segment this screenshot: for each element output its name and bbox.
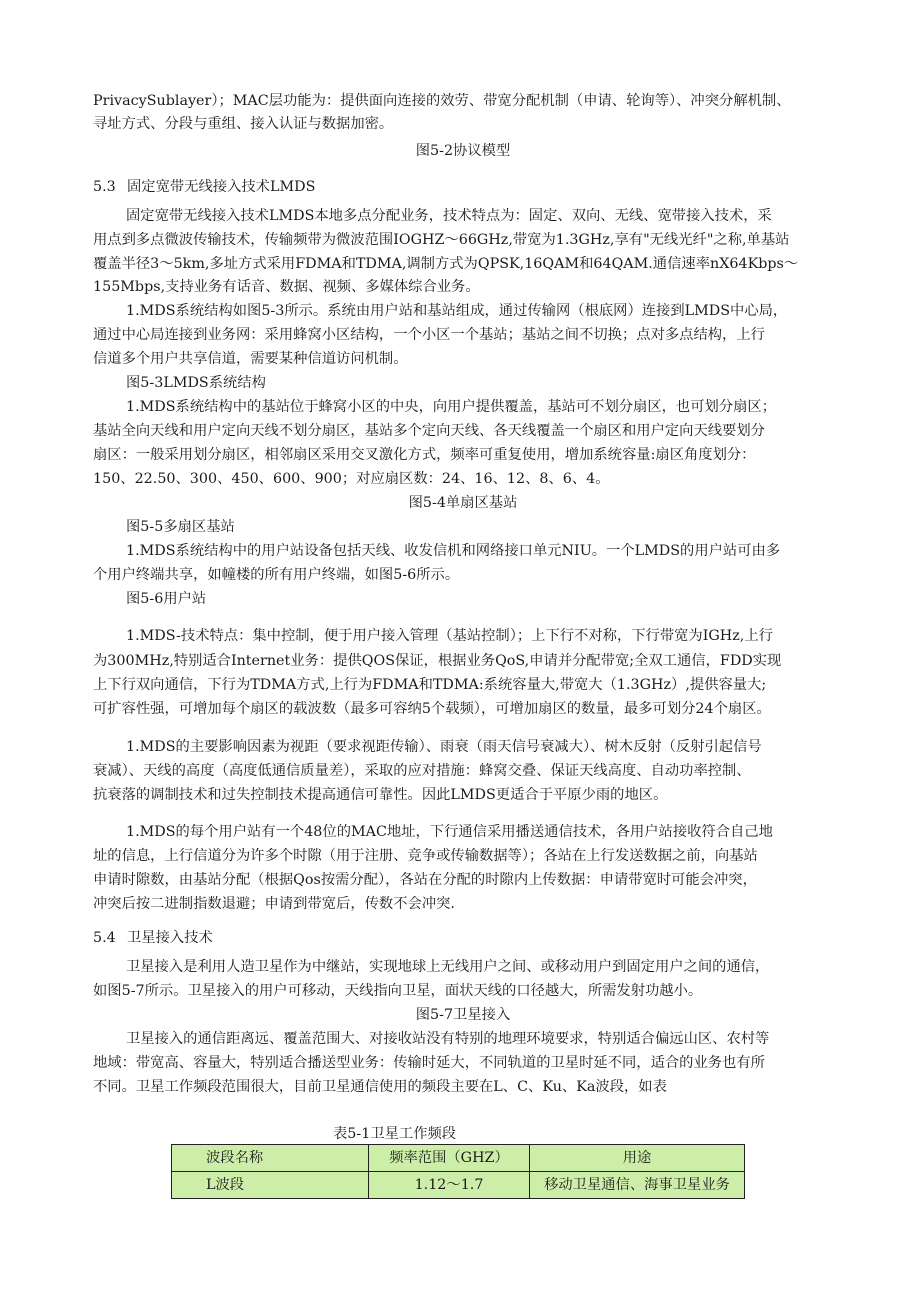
figure-caption-5-3: 图5-3LMDS系统结构	[126, 375, 266, 391]
paragraph-line: 衰减）、天线的高度（高度低通信质量差），采取的应对措施：蜂窝交叠、保证天线高度、自动功率控制、	[93, 763, 751, 779]
paragraph-line: 1.MDS的主要影响因素为视距（要求视距传输）、雨衰（雨天信号衰减大）、树木反射（反射引起信号	[126, 739, 762, 755]
paragraph-line: 固定宽带无线接入技术LMDS本地多点分配业务，技术特点为：固定、双向、无线、宽带接入技术，采	[126, 208, 772, 224]
section-heading-5-3	[93, 177, 315, 197]
paragraph-line: 覆盖半径3～5km,多址方式采用FDMA和TDMA,调制方式为QPSK,16QAM和64QAM.通信速率nX64Kbps～	[93, 256, 799, 272]
section-heading-5-4	[93, 928, 213, 948]
figure-caption-5-5: 图5-5多扇区基站	[126, 519, 235, 535]
table-header-cell: 用途	[530, 1145, 745, 1172]
paragraph-line: 抗衰落的调制技术和过失控制技术提高通信可靠性。因此LMDS更适合于平原少雨的地区。	[93, 787, 668, 803]
paragraph-line: 地域：带宽高、容量大，特别适合播送型业务：传输时延大，不同轨道的卫星时延不同，适合的业务也有所	[93, 1055, 765, 1071]
table-cell: 移动卫星通信、海事卫星业务	[530, 1172, 745, 1199]
paragraph-line: 申请时隙数，由基站分配（根据Qos按需分配），各站在分配的时隙内上传数据：申请带宽时可能会冲突，	[93, 872, 757, 888]
table-cell: L波段	[172, 1172, 369, 1199]
paragraph-line: 卫星接入是利用人造卫星作为中继站，实现地球上无线用户之间、或移动用户到固定用户之间的通信，	[126, 959, 770, 975]
table-header-row	[172, 1145, 745, 1172]
paragraph-line: 信道多个用户共享信道，需要某种信道访问机制。	[93, 351, 408, 367]
paragraph-line: 个用户终端共享，如幢楼的所有用户终端，如图5-6所示。	[93, 567, 460, 583]
paragraph-line: 基站全向天线和用户定向天线不划分扇区，基站多个定向天线、各天线覆盖一个扇区和用户定向天线要划分	[93, 423, 765, 439]
paragraph-line: 1.MDS系统结构中的基站位于蜂窝小区的中央，向用户提供覆盖，基站可不划分扇区，也可划分扇区；	[126, 399, 777, 415]
paragraph-line: 1.MDS系统结构中的用户站设备包括天线、收发信机和网络接口单元NIU。一个LMDS的用户站可由多	[126, 543, 781, 559]
figure-caption-5-4: 图5-4单扇区基站	[408, 495, 518, 511]
paragraph-line: 150、22.50、300、450、600、900；对应扇区数：24、16、12、8、6、4。	[93, 471, 610, 487]
table-cell: 1.12～1.7	[369, 1172, 530, 1199]
figure-caption-5-6: 图5-6用户站	[126, 591, 207, 607]
table-caption: 表5-1卫星工作频段	[333, 1126, 457, 1142]
paragraph-line: 卫星接入的通信距离远、覆盖范围大、对接收站没有特别的地理环境要求，特别适合偏远山区、农村等	[126, 1031, 770, 1047]
figure-caption-5-7: 图5-7卫星接入	[415, 1007, 511, 1023]
paragraph-line: 1.MDS的每个用户站有一个48位的MAC地址，下行通信采用播送通信技术，各用户站接收符合自己地	[126, 824, 773, 840]
paragraph-line: 用点到多点微波传输技术，传输频带为微波范围IOGHZ～66GHz,带宽为1.3GHz,享有"无线光纤"之称,单基站	[93, 232, 790, 248]
paragraph-line: 155Mbps,支持业务有话音、数据、视频、多媒体综合业务。	[93, 279, 480, 295]
paragraph-line: 1.MDS系统结构如图5-3所示。系统由用户站和基站组成，通过传输网（根底网）连接到LMDS中心局，	[126, 303, 788, 319]
paragraph-line: 扇区：一般采用划分扇区，相邻扇区采用交叉激化方式，频率可重复使用，增加系统容量:扇区角度划分：	[93, 447, 756, 463]
paragraph-line: 1.MDS-技术特点：集中控制，便于用户接入管理（基站控制）；上下行不对称，下行带宽为IGHz,上行	[126, 628, 773, 644]
intro-line: 寻址方式、分段与重组、接入认证与数据加密。	[93, 116, 394, 132]
section-title: 固定宽带无线接入技术LMDS	[127, 179, 316, 195]
paragraph-line: 为300MHz,特别适合Internet业务：提供QOS保证，根据业务QoS,申请并分配带宽;全双工通信，FDD实现	[93, 653, 782, 669]
paragraph-line: 冲突后按二进制指数退避；申请到带宽后，传数不会冲突.	[93, 896, 455, 912]
table-header-cell: 频率范围（GHZ）	[369, 1145, 530, 1172]
paragraph-line: 如图5-7所示。卫星接入的用户可移动，天线指向卫星，面状天线的口径越大，所需发射功越小。	[93, 983, 703, 999]
section-title: 卫星接入技术	[127, 930, 213, 946]
section-number: 5.3	[93, 179, 116, 195]
table-header-cell: 波段名称	[172, 1145, 369, 1172]
paragraph-line: 通过中心局连接到业务网：采用蜂窝小区结构，一个小区一个基站；基站之间不切换；点对多点结构，上行	[93, 327, 765, 343]
table-row	[172, 1172, 745, 1199]
paragraph-line: 址的信息，上行信道分为许多个时隙（用于注册、竞争或传输数据等）；各站在上行发送数据之前，向基站	[93, 848, 758, 864]
section-number: 5.4	[93, 930, 116, 946]
figure-caption-5-2: 图5-2协议模型	[415, 143, 511, 159]
paragraph-line: 不同。卫星工作频段范围很大，目前卫星通信使用的频段主要在L、C、Ku、Ka波段，如表	[93, 1079, 667, 1095]
satellite-band-table	[171, 1144, 745, 1199]
paragraph-line: 可扩容性强，可增加每个扇区的载波数（最多可容纳5个载频），可增加扇区的数量，最多可划分24个扇区。	[93, 701, 771, 717]
paragraph-line: 上下行双向通信，下行为TDMA方式,上行为FDMA和TDMA:系统容量大,带宽大（1.3GHz）,提供容量大;	[93, 677, 767, 693]
intro-line: PrivacySublayer）；MAC层功能为：提供面向连接的效劳、带宽分配机制（申请、轮询等）、冲突分解机制、	[93, 93, 791, 109]
